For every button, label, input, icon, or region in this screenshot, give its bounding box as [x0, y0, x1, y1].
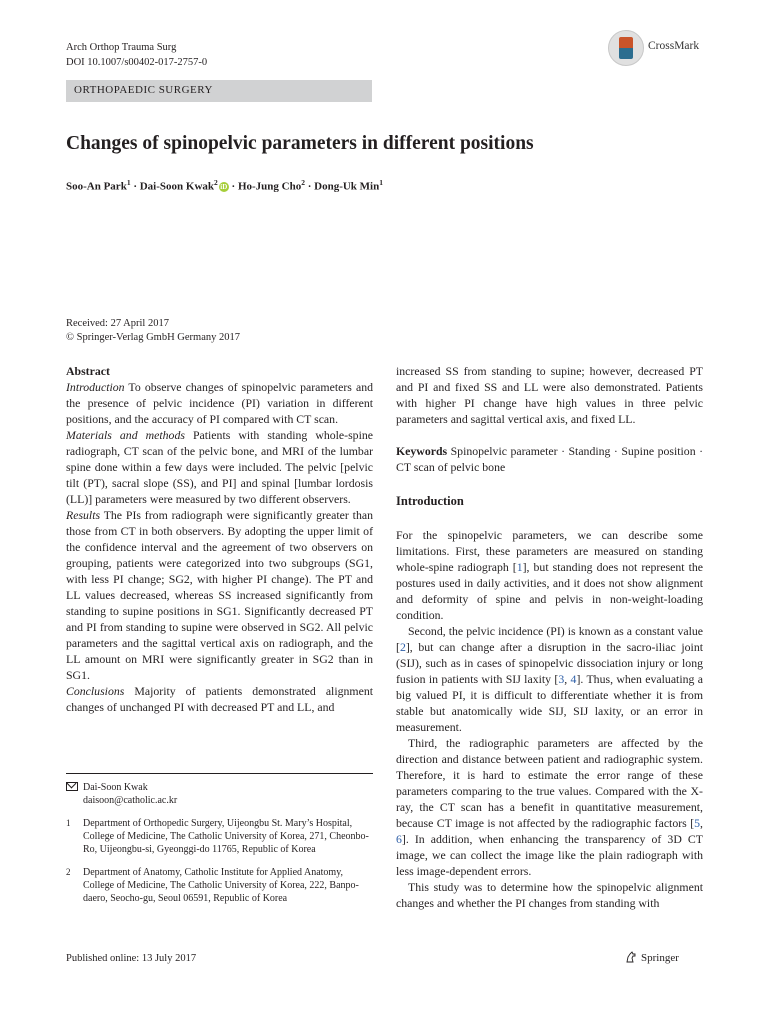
intro-paragraph-3: Third, the radiographic parameters are affected by the direction and distance between patient and radiographic system. Therefore, it is hard to estimate the error range of these parameters comparing to the true values. Compared with the X-ray, the CT scan has a benefit in quantitative measurement, because CT image is not affected by the radiographic factors [5, 6]. In addition, when enhancing the transparency of 3D CT image, we can collect the image like the plain radiograph with less image-dependent errors.	[396, 736, 703, 878]
citation-link[interactable]: 3	[558, 672, 565, 686]
crossmark-badge[interactable]	[608, 30, 728, 66]
corresponding-author	[66, 781, 373, 807]
intro-paragraph-2: Second, the pelvic incidence (PI) is known as a constant value [2], but can change after a disruption in the sacro-iliac joint (SIJ), such as in cases of spinopelvic dissociation injury or long fusion in patients with SIJ laxity [3, 4]. Thus, when evaluating a big valued PI, it is difficult to differentiate whether it is from stable but anatomically wide SIJ, SIJ laxity, or an error in measurement.	[396, 624, 703, 734]
abstract-conclusions: Conclusions Majority of patients demonstrated alignment changes of unchanged PI with decreased PT and LL, and	[66, 684, 373, 714]
citation-link[interactable]: 1	[516, 560, 523, 574]
body-column	[396, 363, 703, 911]
citation-link[interactable]: 4	[570, 672, 577, 686]
affiliation-1: 1 Department of Orthopedic Surgery, Uijeongbu St. Mary’s Hospital, College of Medicine, The Catholic University of Korea, 271, Cheonbo-Ro, Uijeongbu-si, Gyeonggi-do 11765, Republic of Korea	[66, 818, 369, 855]
journal-info	[66, 40, 207, 70]
footnote-divider	[66, 773, 373, 774]
crossmark-label: CrossMark	[648, 40, 700, 52]
author-name: Dai-Soon Kwak	[139, 180, 215, 193]
keywords: Keywords Spinopelvic parameter · Standing · Supine position · CT scan of pelvic bone	[396, 444, 703, 474]
citation-link[interactable]: 6	[396, 832, 402, 846]
publisher-name: Springer	[641, 952, 679, 964]
section-banner	[66, 80, 372, 102]
abstract-introduction: Introduction To observe changes of spinopelvic parameters and the presence of pelvic incidence (PI) variation in different positions, and the accuracy of PI compared with CT scan.	[66, 380, 373, 426]
contact-email[interactable]: daisoon@catholic.ac.kr	[83, 795, 178, 806]
contact-name: Dai-Soon Kwak	[83, 782, 148, 793]
citation-link[interactable]: 5	[694, 816, 701, 830]
affiliation-2: 2 Department of Anatomy, Catholic Institute for Applied Anatomy, College of Medicine, The Catholic University of Korea, 222, Banpo-daero, Seocho-gu, Seoul 06591, Republic of Korea	[66, 867, 359, 904]
springer-horse-icon	[625, 951, 637, 963]
abstract-continued: increased SS from standing to supine; however, decreased PT and PI and fixed SS and LL were also demonstrated. Patients with higher PI change have high values in three pelvic parameters and sagittal vertical axis, and fixed LL.	[396, 364, 703, 426]
intro-paragraph-4: This study was to determine how the spinopelvic alignment changes and whether the PI changes from standing with	[396, 880, 703, 910]
journal-name: Arch Orthop Trauma Surg	[66, 42, 177, 53]
publisher-logo	[625, 951, 679, 964]
abstract-heading: Abstract	[66, 364, 110, 378]
author-name: Ho-Jung Cho	[237, 180, 302, 193]
received-date: Received: 27 April 2017	[66, 318, 169, 329]
crossmark-icon	[608, 30, 644, 66]
envelope-icon	[66, 782, 78, 791]
intro-paragraph-1: For the spinopelvic parameters, we can describe some limitations. First, these parameters are measured on standing whole-spine radiograph [1], but standing does not represent the postures used in daily activities, and it does not show alignment and deformity of spine and pelvis in non-weight-loading condition.	[396, 528, 703, 622]
copyright: © Springer-Verlag GmbH Germany 2017	[66, 332, 240, 343]
footnotes	[66, 781, 373, 915]
doi[interactable]: DOI 10.1007/s00402-017-2757-0	[66, 57, 208, 68]
author-name: Dong-Uk Min	[314, 180, 380, 193]
published-date: Published online: 13 July 2017	[66, 953, 197, 964]
orcid-icon[interactable]: iD	[220, 182, 228, 191]
author-list: Soo-An Park$^1$ · Dai-Soon Kwak$^2$ iD · Ho-Jung Cho$^2$ · Dong-Uk Min$^1$	[66, 178, 383, 193]
abstract-column	[66, 363, 373, 715]
author-name: Soo-An Park	[66, 180, 127, 193]
abstract-results: Results The PIs from radiograph were significantly greater than those from CT in both observers. By adopting the upper limit of the confidence interval and the agreement of two observers on grouping, patients were categorized into two subgroups (SG1, with less PI change; SG2, with higher PI change). The PT and LL values decreased, whereas SS increased significantly from standing to supine positions in SG1. Significantly decreased PT and PI from standing to supine were observed in SG2. All pelvic parameters and the sagittal vertical axis on radiograph, and the LL amount on MRI were significantly greater in SG2 than in SG1.	[66, 508, 373, 682]
paper-title: Changes of spinopelvic parameters in different positions	[66, 133, 534, 154]
abstract-methods: Materials and methods Patients with standing whole-spine radiograph, CT scan of the pelvic bone, and MRI of the lumbar spine done within a few days were included. The pelvic [pelvic tilt (PT), sacral slope (SS), and PI] and spinal [lumbar lordosis (LL)] parameters were measured by two different observers.	[66, 428, 373, 506]
citation-link[interactable]: 2	[399, 640, 406, 654]
article-dates	[66, 317, 240, 345]
section-label: ORTHOPAEDIC SURGERY	[74, 84, 213, 96]
introduction-heading: Introduction	[396, 494, 464, 508]
